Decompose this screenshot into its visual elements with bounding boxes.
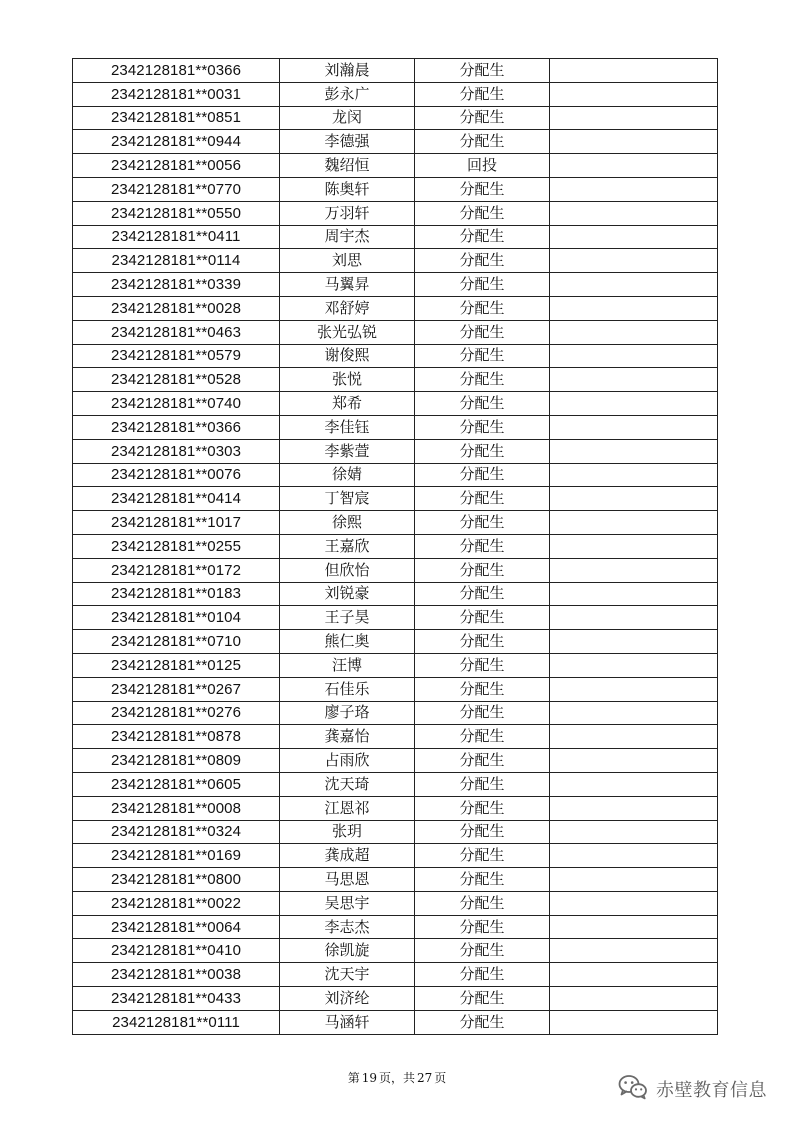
student-id-cell: 2342128181**0414 [73,487,280,511]
table-row [73,796,718,820]
student-id-cell: 2342128181**0579 [73,344,280,368]
note-cell [550,463,718,487]
student-name-cell: 沈天宇 [280,963,415,987]
admission-type-cell: 分配生 [415,487,550,511]
student-name-cell: 张光弘锐 [280,320,415,344]
student-name-cell: 马思恩 [280,868,415,892]
note-cell [550,891,718,915]
table-row [73,915,718,939]
student-name-cell: 廖子珞 [280,701,415,725]
student-name-cell: 汪博 [280,653,415,677]
footer-suffix: 页 [434,1071,447,1085]
note-cell [550,225,718,249]
table-row [73,1010,718,1034]
student-name-cell: 王嘉欣 [280,534,415,558]
table-row [73,487,718,511]
footer-page-number: 19 [361,1071,377,1085]
note-cell [550,939,718,963]
student-name-cell: 吴思宇 [280,891,415,915]
student-id-cell: 2342128181**0172 [73,558,280,582]
footer-prefix: 第 [347,1071,360,1085]
student-name-cell: 徐熙 [280,511,415,535]
student-name-cell: 李志杰 [280,915,415,939]
table-row [73,606,718,630]
student-id-cell: 2342128181**0605 [73,772,280,796]
student-name-cell: 马涵轩 [280,1010,415,1034]
admission-type-cell: 分配生 [415,225,550,249]
table-row [73,891,718,915]
note-cell [550,653,718,677]
student-name-cell: 郑希 [280,392,415,416]
student-name-cell: 龚成超 [280,844,415,868]
admission-type-cell: 分配生 [415,749,550,773]
student-id-cell: 2342128181**0740 [73,392,280,416]
admission-type-cell: 分配生 [415,82,550,106]
table-row [73,439,718,463]
note-cell [550,534,718,558]
table-row [73,296,718,320]
student-name-cell: 刘锐豪 [280,582,415,606]
note-cell [550,177,718,201]
student-name-cell: 江恩祁 [280,796,415,820]
admission-type-cell: 分配生 [415,249,550,273]
student-name-cell: 彭永广 [280,82,415,106]
note-cell [550,772,718,796]
admission-type-cell: 分配生 [415,725,550,749]
table-row [73,177,718,201]
admission-type-cell: 分配生 [415,534,550,558]
admission-type-cell: 分配生 [415,177,550,201]
table-row [73,558,718,582]
note-cell [550,368,718,392]
table-row [73,368,718,392]
roster-sheet [72,58,713,1035]
table-row [73,320,718,344]
student-name-cell: 魏绍恒 [280,154,415,178]
student-id-cell: 2342128181**0463 [73,320,280,344]
note-cell [550,796,718,820]
student-name-cell: 王子昊 [280,606,415,630]
student-id-cell: 2342128181**0809 [73,749,280,773]
student-id-cell: 2342128181**0022 [73,891,280,915]
footer-total-pages: 27 [417,1071,433,1085]
student-name-cell: 龚嘉怡 [280,725,415,749]
table-row [73,511,718,535]
student-name-cell: 徐凯旋 [280,939,415,963]
admission-type-cell: 分配生 [415,415,550,439]
note-cell [550,606,718,630]
note-cell [550,487,718,511]
watermark-text: 赤壁教育信息 [656,1080,767,1101]
student-name-cell: 马翼昇 [280,273,415,297]
student-name-cell: 刘思 [280,249,415,273]
table-row [73,987,718,1011]
table-row [73,59,718,83]
admission-type-cell: 分配生 [415,344,550,368]
admission-type-cell: 分配生 [415,915,550,939]
student-id-cell: 2342128181**0366 [73,59,280,83]
student-id-cell: 2342128181**0104 [73,606,280,630]
table-row [73,844,718,868]
admission-type-cell: 分配生 [415,1010,550,1034]
student-name-cell: 占雨欣 [280,749,415,773]
admission-type-cell: 分配生 [415,677,550,701]
table-row [73,963,718,987]
table-row [73,154,718,178]
table-row [73,249,718,273]
admission-type-cell: 分配生 [415,463,550,487]
admission-type-cell: 分配生 [415,59,550,83]
note-cell [550,82,718,106]
student-id-cell: 2342128181**0710 [73,630,280,654]
admission-type-cell: 分配生 [415,701,550,725]
admission-type-cell: 分配生 [415,511,550,535]
admission-type-cell: 分配生 [415,891,550,915]
student-id-cell: 2342128181**0770 [73,177,280,201]
student-id-cell: 2342128181**1017 [73,511,280,535]
admission-type-cell: 分配生 [415,868,550,892]
student-id-cell: 2342128181**0944 [73,130,280,154]
note-cell [550,963,718,987]
table-row [73,582,718,606]
student-name-cell: 邓舒婷 [280,296,415,320]
student-name-cell: 刘瀚晨 [280,59,415,83]
table-row [73,725,718,749]
student-id-cell: 2342128181**0255 [73,534,280,558]
table-row [73,820,718,844]
admission-type-cell: 分配生 [415,368,550,392]
admission-type-cell: 分配生 [415,558,550,582]
admission-type-cell: 分配生 [415,273,550,297]
student-id-cell: 2342128181**0433 [73,987,280,1011]
note-cell [550,915,718,939]
note-cell [550,130,718,154]
note-cell [550,439,718,463]
table-row [73,415,718,439]
student-name-cell: 刘济纶 [280,987,415,1011]
note-cell [550,868,718,892]
note-cell [550,749,718,773]
student-id-cell: 2342128181**0028 [73,296,280,320]
note-cell [550,273,718,297]
student-name-cell: 龙闵 [280,106,415,130]
table-row [73,939,718,963]
student-id-cell: 2342128181**0800 [73,868,280,892]
table-row [73,130,718,154]
student-id-cell: 2342128181**0008 [73,796,280,820]
student-id-cell: 2342128181**0410 [73,939,280,963]
admission-type-cell: 分配生 [415,844,550,868]
student-id-cell: 2342128181**0324 [73,820,280,844]
admission-type-cell: 分配生 [415,772,550,796]
student-name-cell: 张悦 [280,368,415,392]
admission-type-cell: 分配生 [415,963,550,987]
student-name-cell: 李德强 [280,130,415,154]
note-cell [550,701,718,725]
admission-type-cell: 分配生 [415,106,550,130]
wechat-logo-icon [618,1074,648,1105]
student-id-cell: 2342128181**0056 [73,154,280,178]
student-name-cell: 谢俊熙 [280,344,415,368]
note-cell [550,558,718,582]
table-row [73,653,718,677]
student-name-cell: 万羽轩 [280,201,415,225]
student-id-cell: 2342128181**0267 [73,677,280,701]
note-cell [550,249,718,273]
student-id-cell: 2342128181**0878 [73,725,280,749]
note-cell [550,344,718,368]
note-cell [550,201,718,225]
table-row [73,534,718,558]
student-id-cell: 2342128181**0125 [73,653,280,677]
student-id-cell: 2342128181**0076 [73,463,280,487]
student-id-cell: 2342128181**0528 [73,368,280,392]
student-name-cell: 熊仁奥 [280,630,415,654]
admission-type-cell: 分配生 [415,201,550,225]
note-cell [550,511,718,535]
note-cell [550,987,718,1011]
note-cell [550,154,718,178]
student-id-cell: 2342128181**0031 [73,82,280,106]
admission-type-cell: 分配生 [415,987,550,1011]
admission-type-cell: 分配生 [415,296,550,320]
student-name-cell: 但欣怡 [280,558,415,582]
note-cell [550,59,718,83]
table-row [73,392,718,416]
note-cell [550,320,718,344]
admission-type-cell: 分配生 [415,582,550,606]
student-name-cell: 石佳乐 [280,677,415,701]
student-id-cell: 2342128181**0339 [73,273,280,297]
note-cell [550,296,718,320]
admission-type-cell: 分配生 [415,606,550,630]
student-name-cell: 周宇杰 [280,225,415,249]
student-id-cell: 2342128181**0303 [73,439,280,463]
note-cell [550,820,718,844]
student-id-cell: 2342128181**0366 [73,415,280,439]
table-row [73,772,718,796]
student-id-cell: 2342128181**0038 [73,963,280,987]
table-row [73,868,718,892]
admission-type-cell: 分配生 [415,939,550,963]
table-row [73,344,718,368]
footer-middle: 页，共 [378,1071,415,1085]
student-id-cell: 2342128181**0411 [73,225,280,249]
student-id-cell: 2342128181**0276 [73,701,280,725]
roster-table [72,58,718,1035]
student-name-cell: 张玥 [280,820,415,844]
admission-type-cell: 分配生 [415,630,550,654]
student-id-cell: 2342128181**0550 [73,201,280,225]
student-id-cell: 2342128181**0111 [73,1010,280,1034]
admission-type-cell: 分配生 [415,653,550,677]
note-cell [550,415,718,439]
note-cell [550,844,718,868]
student-id-cell: 2342128181**0064 [73,915,280,939]
admission-type-cell: 分配生 [415,392,550,416]
note-cell [550,725,718,749]
student-name-cell: 李紫萱 [280,439,415,463]
student-id-cell: 2342128181**0169 [73,844,280,868]
student-id-cell: 2342128181**0183 [73,582,280,606]
admission-type-cell: 分配生 [415,796,550,820]
wechat-watermark [618,1074,767,1104]
roster-table-body [73,59,718,1035]
student-name-cell: 徐婧 [280,463,415,487]
note-cell [550,630,718,654]
table-row [73,630,718,654]
table-row [73,701,718,725]
admission-type-cell: 回投 [415,154,550,178]
table-row [73,225,718,249]
admission-type-cell: 分配生 [415,820,550,844]
note-cell [550,1010,718,1034]
student-name-cell: 沈天琦 [280,772,415,796]
table-row [73,677,718,701]
student-name-cell: 李佳钰 [280,415,415,439]
student-name-cell: 丁智宸 [280,487,415,511]
student-id-cell: 2342128181**0114 [73,249,280,273]
admission-type-cell: 分配生 [415,439,550,463]
table-row [73,273,718,297]
student-id-cell: 2342128181**0851 [73,106,280,130]
table-row [73,463,718,487]
student-name-cell: 陈奥轩 [280,177,415,201]
table-row [73,106,718,130]
note-cell [550,392,718,416]
table-row [73,749,718,773]
table-row [73,82,718,106]
note-cell [550,582,718,606]
note-cell [550,677,718,701]
admission-type-cell: 分配生 [415,130,550,154]
table-row [73,201,718,225]
admission-type-cell: 分配生 [415,320,550,344]
note-cell [550,106,718,130]
